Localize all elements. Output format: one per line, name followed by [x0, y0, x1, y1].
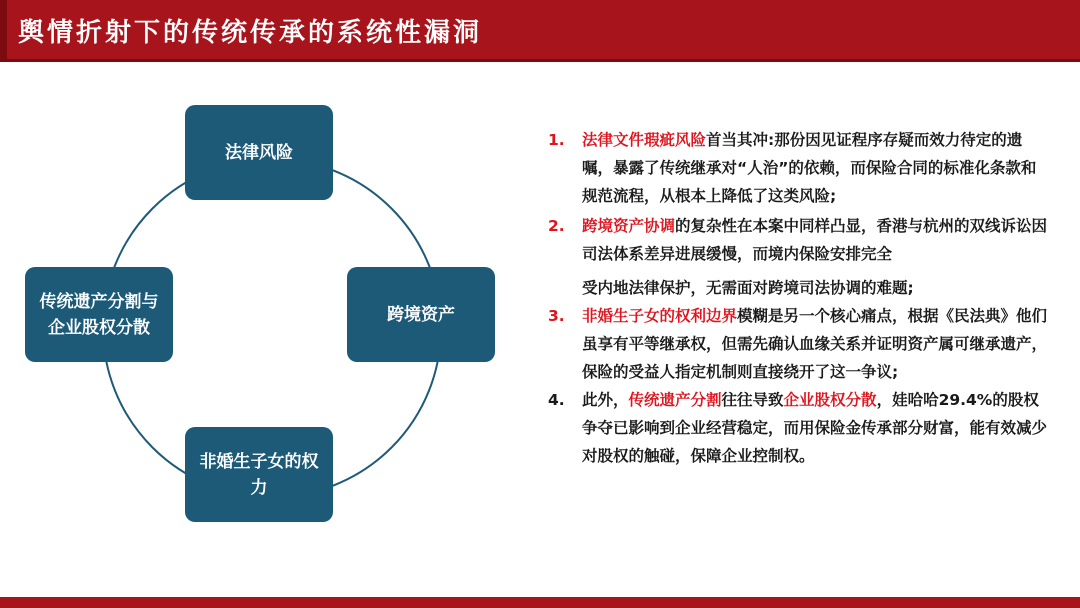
node-label: 传统遗产分割与企业股权分散	[39, 291, 159, 338]
point-highlight: 跨境资产协调	[582, 217, 676, 235]
node-cross-border-assets	[347, 267, 495, 362]
list-item	[548, 212, 1048, 302]
point-text: ，娃哈哈29.4%的股权争夺已影响到企业经营稳定，而用保险金传承部分财富，能有效减少对股权的触碰，保障企业控制权。	[582, 391, 1048, 465]
point-text: 的复杂性在本案中同样凸显，香港与杭州的双线诉讼因司法体系差异进展缓慢，而境内保险安排完全	[582, 217, 1048, 263]
node-label: 非婚生子女的权力	[199, 451, 319, 498]
node-inheritance-equity-dispersion	[25, 267, 173, 362]
point-highlight: 法律文件瑕疵风险	[582, 131, 707, 149]
list-item	[548, 126, 1048, 210]
node-illegitimate-children-rights	[185, 427, 333, 522]
point-text: 模糊是另一个核心痛点，根据《民法典》他们虽享有平等继承权，但需先确认血缘关系并证明资产属可继承遗产，保险的受益人指定机制则直接绕开了这一争议;	[582, 307, 1048, 381]
page-title: 舆情折射下的传统传承的系统性漏洞	[18, 18, 483, 48]
point-text: 首当其冲:那份因见证程序存疑而效力待定的遗嘱，暴露了传统继承对“人治”的依赖，而保险合同的标准化条款和规范流程，从根本上降低了这类风险;	[582, 131, 1037, 205]
list-item	[548, 302, 1048, 386]
node-legal-risk	[185, 105, 333, 200]
point-highlight-2: 企业股权分散	[783, 391, 877, 409]
point-text-continued: 受内地法律保护，无需面对跨境司法协调的难题;	[582, 279, 914, 297]
point-number: 4.	[548, 391, 565, 409]
point-number: 3.	[548, 307, 565, 325]
bottom-bar	[0, 597, 1080, 608]
point-number: 1.	[548, 131, 565, 149]
point-highlight: 非婚生子女的权利边界	[582, 307, 738, 325]
title-bar	[0, 0, 1080, 62]
point-number: 2.	[548, 217, 565, 235]
list-item	[548, 386, 1048, 470]
node-label: 法律风险	[225, 142, 293, 163]
point-list	[548, 126, 1048, 470]
point-mid: 往往导致	[721, 391, 784, 409]
point-lead: 此外，	[582, 391, 629, 409]
node-label: 跨境资产	[387, 304, 455, 325]
point-highlight: 传统遗产分割	[628, 391, 722, 409]
